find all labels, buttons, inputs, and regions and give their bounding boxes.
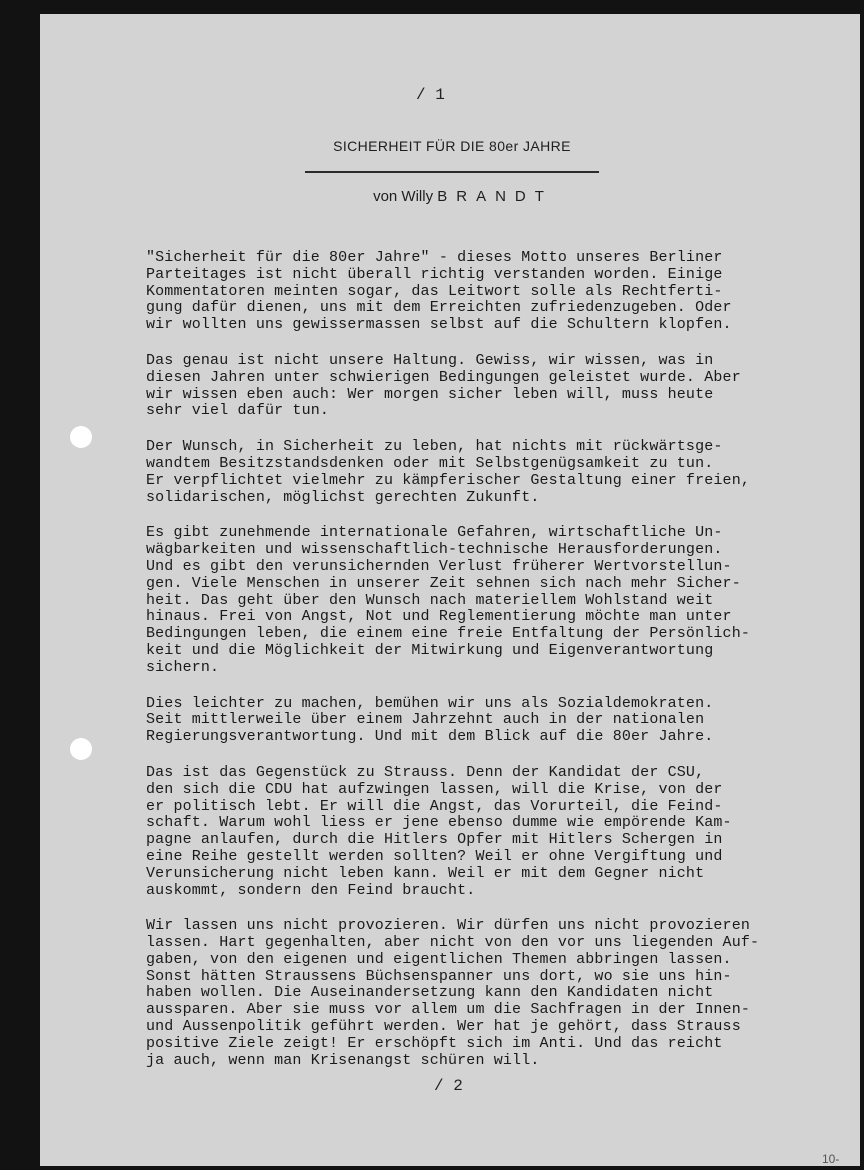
text-line: Dies leichter zu machen, bemühen wir uns als Sozialdemokraten.: [146, 694, 714, 712]
paragraph: [146, 918, 836, 1069]
byline-prefix: von Willy: [373, 188, 434, 205]
paragraph: [146, 353, 836, 420]
text-line: ja auch, wenn man Krisenangst schüren will.: [146, 1051, 540, 1069]
text-line: Es gibt zunehmende internationale Gefahren, wirtschaftliche Un-: [146, 524, 723, 542]
text-line: Er verpflichtet vielmehr zu kämpferischer Gestaltung einer freien,: [146, 471, 750, 489]
text-line: wandtem Besitzstandsdenken oder mit Selbstgenügsamkeit zu tun.: [146, 454, 714, 472]
byline: [0, 188, 864, 205]
text-line: Seit mittlerweile über einem Jahrzehnt auch in der nationalen: [146, 711, 705, 729]
text-line: hinaus. Frei von Angst, Not und Reglementierung möchte man unter: [146, 608, 732, 626]
text-line: Regierungsverantwortung. Und mit dem Blick auf die 80er Jahre.: [146, 728, 714, 746]
text-line: sehr viel dafür tun.: [146, 402, 330, 420]
text-line: er politisch lebt. Er will die Angst, das Vorurteil, die Feind-: [146, 797, 723, 815]
text-line: keit und die Möglichkeit der Mitwirkung und Eigenverantwortung: [146, 641, 714, 659]
text-line: Kommentatoren meinten sogar, das Leitwort solle als Rechtferti-: [146, 282, 723, 300]
document-title: SICHERHEIT FÜR DIE 80er JAHRE: [333, 138, 571, 154]
text-line: Parteitages ist nicht überall richtig verstanden worden. Einige: [146, 265, 723, 283]
text-line: und Aussenpolitik geführt werden. Wer hat je gehört, dass Strauss: [146, 1018, 741, 1036]
text-line: schaft. Warum wohl liess er jene ebenso dumme wie empörende Kam-: [146, 814, 732, 832]
text-line: wir wollten uns gewissermassen selbst auf die Schultern klopfen.: [146, 316, 732, 334]
paragraph: [146, 765, 836, 899]
paragraph: [146, 439, 836, 506]
text-line: "Sicherheit für die 80er Jahre" - dieses Motto unseres Berliner: [146, 249, 723, 266]
text-line: heit. Das geht über den Wunsch nach materiellem Wohlstand weit: [146, 591, 714, 609]
text-line: gung dafür dienen, uns mit dem Erreichten zufriedenzugeben. Oder: [146, 299, 732, 317]
text-line: Verunsicherung nicht leben kann. Weil er mit dem Gegner nicht: [146, 864, 705, 882]
text-line: wir wissen eben auch: Wer morgen sicher leben will, muss heute: [146, 385, 714, 403]
text-line: wägbarkeiten und wissenschaftlich-technische Herausforderungen.: [146, 541, 723, 559]
text-line: diesen Jahren unter schwierigen Bedingungen geleistet wurde. Aber: [146, 368, 741, 386]
text-line: positive Ziele zeigt! Er erschöpft sich im Anti. Und das reicht: [146, 1034, 723, 1052]
text-line: sichern.: [146, 658, 220, 676]
page-number-top: / 1: [416, 86, 445, 104]
text-line: solidarischen, möglichst gerechten Zukunft.: [146, 488, 540, 506]
text-line: Das genau ist nicht unsere Haltung. Gewiss, wir wissen, was in: [146, 351, 714, 369]
text-line: Wir lassen uns nicht provozieren. Wir dürfen uns nicht provozieren: [146, 917, 750, 935]
paragraph: [146, 250, 836, 334]
paragraph: [146, 525, 836, 676]
body-text: [146, 250, 836, 1088]
text-line: den sich die CDU hat aufzwingen lassen, will die Krise, von der: [146, 780, 723, 798]
text-line: Und es gibt den verunsichernden Verlust früherer Wertvorstellun-: [146, 557, 732, 575]
text-line: gen. Viele Menschen in unserer Zeit sehnen sich nach mehr Sicher-: [146, 574, 741, 592]
text-line: Das ist das Gegenstück zu Strauss. Denn der Kandidat der CSU,: [146, 763, 705, 781]
punch-hole-upper: [70, 426, 92, 448]
archive-mark: 10-: [822, 1152, 840, 1166]
page-number-bottom: / 2: [434, 1077, 463, 1095]
text-line: lassen. Hart gegenhalten, aber nicht von den vor uns liegenden Auf-: [146, 934, 760, 952]
text-line: haben wollen. Die Auseinandersetzung kann den Kandidaten nicht: [146, 984, 714, 1002]
byline-author-name: BRANDT: [437, 188, 553, 205]
text-line: gaben, von den eigenen und eigentlichen Themen abbringen lassen.: [146, 950, 732, 968]
text-line: Sonst hätten Straussens Büchsenspanner uns dort, wo sie uns hin-: [146, 967, 732, 985]
title-underline: [305, 171, 599, 173]
text-line: Bedingungen leben, die einem eine freie Entfaltung der Persönlich-: [146, 625, 750, 643]
punch-hole-lower: [70, 738, 92, 760]
paragraph: [146, 696, 836, 746]
text-line: pagne anlaufen, durch die Hitlers Opfer mit Hitlers Schergen in: [146, 831, 723, 849]
text-line: Der Wunsch, in Sicherheit zu leben, hat nichts mit rückwärtsge-: [146, 438, 723, 456]
text-line: aussparen. Aber sie muss vor allem um die Sachfragen in der Innen-: [146, 1001, 750, 1019]
text-line: auskommt, sondern den Feind braucht.: [146, 881, 476, 899]
text-line: eine Reihe gestellt werden sollten? Weil er ohne Vergiftung und: [146, 847, 723, 865]
